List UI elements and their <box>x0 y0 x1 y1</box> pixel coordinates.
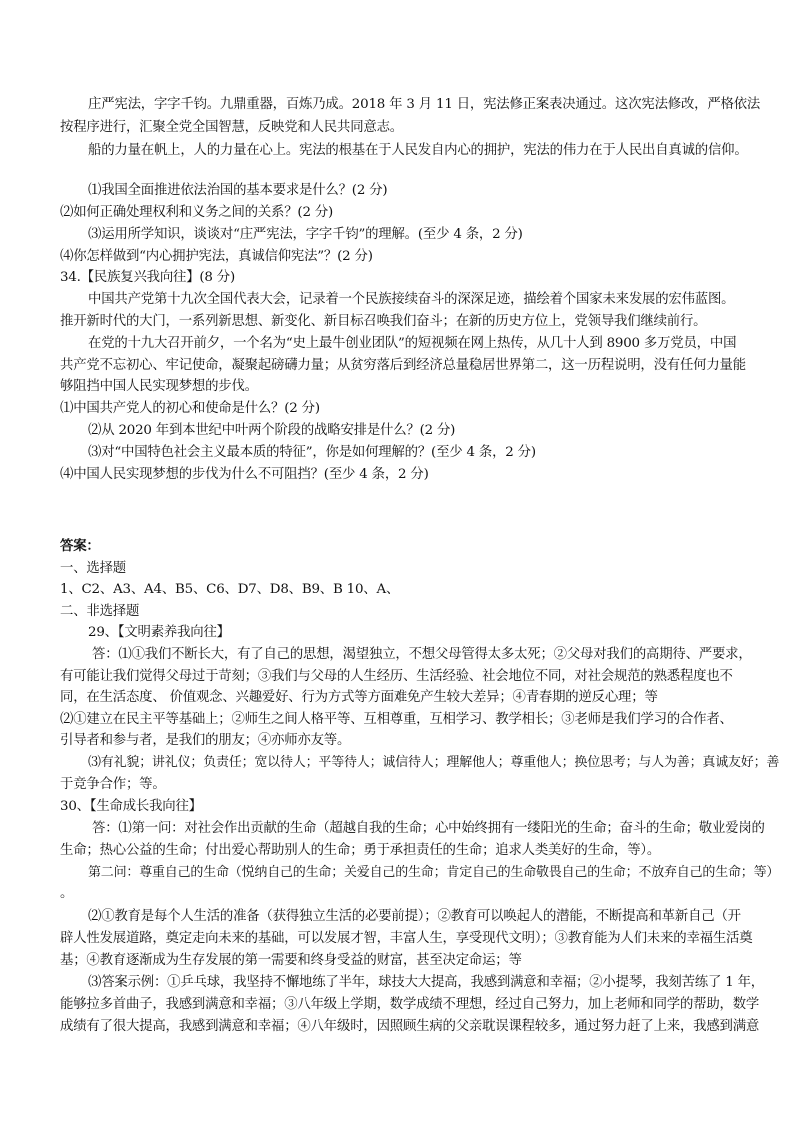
q34-question-4: ⑷中国人民实现梦想的步伐为什么不可阻挡？(至少 4 条，2 分) <box>60 467 429 482</box>
q29-answer-1-line-3: 同，在生活态度、 价值观念、兴趣爱好、行为方式等方面难免产生较大差异；④青春期的逆反心理；等 <box>60 690 658 705</box>
q30-answer-3-line-3: 成绩有了很大提高，我感到满意和幸福；④八年级时，因照顾生病的父亲耽误课程较多，通过努力赶了上来，我感到满意 <box>60 1019 760 1034</box>
q29-answer-3-line-2: 于竞争合作；等。 <box>60 777 166 792</box>
q33-paragraph-1-line-1: 庄严宪法，字字千钧。九鼎重器，百炼乃成。2018 年 3 月 11 日，宪法修正案表决通过。这次宪法修改，严格依法 <box>88 97 761 112</box>
q33-question-2: ⑵如何正确处理权利和义务之间的关系？(2 分) <box>60 205 334 220</box>
q30-answer-1-line-3: 第二问：尊重自己的生命（悦纳自己的生命；关爱自己的生命；肯定自己的生命敬畏自己的生命；不放弃自己的生命；等） <box>88 865 780 880</box>
q30-answer-1-line-4: 。 <box>60 886 74 901</box>
q33-question-1: ⑴我国全面推进依法治国的基本要求是什么？(2 分) <box>88 183 388 198</box>
q33-paragraph-2: 船的力量在帆上，人的力量在心上。宪法的根基在于人民发自内心的拥护，宪法的伟力在于人民出自真诚的信仰。 <box>88 143 748 158</box>
q29-answer-2-line-1: ⑵①建立在民主平等基础上；②师生之间人格平等、互相尊重，互相学习、教学相长；③老师是我们学习的合作者、 <box>60 712 733 727</box>
q34-question-2: ⑵从 2020 年到本世纪中叶两个阶段的战略安排是什么？(2 分) <box>88 423 456 438</box>
q34-paragraph-2-line-2: 共产党不忘初心、牢记使命，凝聚起磅礴力量；从贫穷落后到经济总量稳居世界第二，这一历程说明，没有任何力量能 <box>60 358 746 373</box>
section-nonchoice-heading: 二、非选择题 <box>60 604 140 619</box>
choice-answers: 1、C2、A3、A4、B5、C6、D7、D8、B9、B 10、A、 <box>60 582 400 597</box>
q30-answer-2-line-2: 辟人性发展道路，奠定走向未来的基础，可以发展才智，丰富人生，享受现代文明）；③教育能为人们未来的幸福生活奠 <box>60 931 753 946</box>
q33-paragraph-1-line-2: 按程序进行，汇聚全党全国智慧，反映党和人民共同意志。 <box>60 120 403 135</box>
answers-title: 答案： <box>60 538 100 554</box>
q29-answer-1-line-2: 有可能让我们觉得父母过于苛刻；③我们与父母的人生经历、生活经验、社会地位不同，对社会规范的熟悉程度也不 <box>60 669 733 684</box>
q34-paragraph-1-line-1: 中国共产党第十九次全国代表大会，记录着一个民族接续奋斗的深深足迹，描绘着个国家未来发展的宏伟蓝图。 <box>88 292 735 307</box>
q29-answer-3-line-1: ⑶有礼貌；讲礼仪；负责任；宽以待人；平等待人；诚信待人；理解他人；尊重他人；换位思考；与人为善；真诚友好；善 <box>88 755 780 770</box>
q30-answer-2-line-1: ⑵①教育是每个人生活的准备（获得独立生活的必要前提）；②教育可以唤起人的潜能，不断提高和革新自己（开 <box>88 909 741 924</box>
q33-question-3: ⑶运用所学知识，谈谈对“庄严宪法，字字千钧”的理解。(至少 4 条，2 分) <box>88 227 523 242</box>
q33-question-4: ⑷你怎样做到“内心拥护宪法，真诚信仰宪法”？(2 分) <box>60 249 373 264</box>
q30-answer-1-line-2: 生命；热心公益的生命；付出爱心帮助别人的生命；勇于承担责任的生命；追求人类美好的生命，等）。 <box>60 843 661 858</box>
q34-question-1: ⑴中国共产党人的初心和使命是什么？(2 分) <box>60 401 320 416</box>
q29-answer-2-line-2: 引导者和参与者，是我们的朋友；④亦师亦友等。 <box>60 733 351 748</box>
q30-answer-3-line-1: ⑶答案示例：①乒乓球，我坚持不懈地练了半年，球技大大提高，我感到满意和幸福；②小提琴，我刻苦练了 1 年， <box>88 975 764 990</box>
q34-paragraph-2-line-1: 在党的十九大召开前夕，一个名为“史上最牛创业团队”的短视频在网上热传，从几十人到 8900 多万党员，中国 <box>88 336 737 351</box>
q30-answer-1-line-1: 答：⑴第一问：对社会作出贡献的生命（超越自我的生命；心中始终拥有一缕阳光的生命；奋斗的生命；敬业爱岗的 <box>92 821 765 836</box>
q30-answer-2-line-3: 基；④教育逐渐成为生存发展的第一需要和终身受益的财富，甚至决定命运；等 <box>60 953 522 968</box>
q34-question-3: ⑶对“中国特色社会主义最本质的特征”，你是如何理解的？(至少 4 条，2 分) <box>88 445 536 460</box>
q29-answer-1-line-1: 答：⑴①我们不断长大，有了自己的思想，渴望独立，不想父母管得太多太死；②父母对我们的高期待、严要求， <box>92 647 752 662</box>
section-choice-heading: 一、选择题 <box>60 561 126 576</box>
q29-heading: 29、【文明素养我向往】 <box>88 625 230 640</box>
q34-paragraph-2-line-3: 够阻挡中国人民实现梦想的步伐。 <box>60 379 258 394</box>
q30-heading: 30、【生命成长我向往】 <box>60 799 202 814</box>
q34-paragraph-1-line-2: 推开新时代的大门，一系列新思想、新变化、新目标召唤我们奋斗；在新的历史方位上，党领导我们继续前行。 <box>60 314 707 329</box>
q34-heading: 34.【民族复兴我向往】(8 分) <box>60 270 236 285</box>
q30-answer-3-line-2: 能够拉多首曲子，我感到满意和幸福；③八年级上学期，数学成绩不理想，经过自己努力，加上老师和同学的帮助，数学 <box>60 997 760 1012</box>
